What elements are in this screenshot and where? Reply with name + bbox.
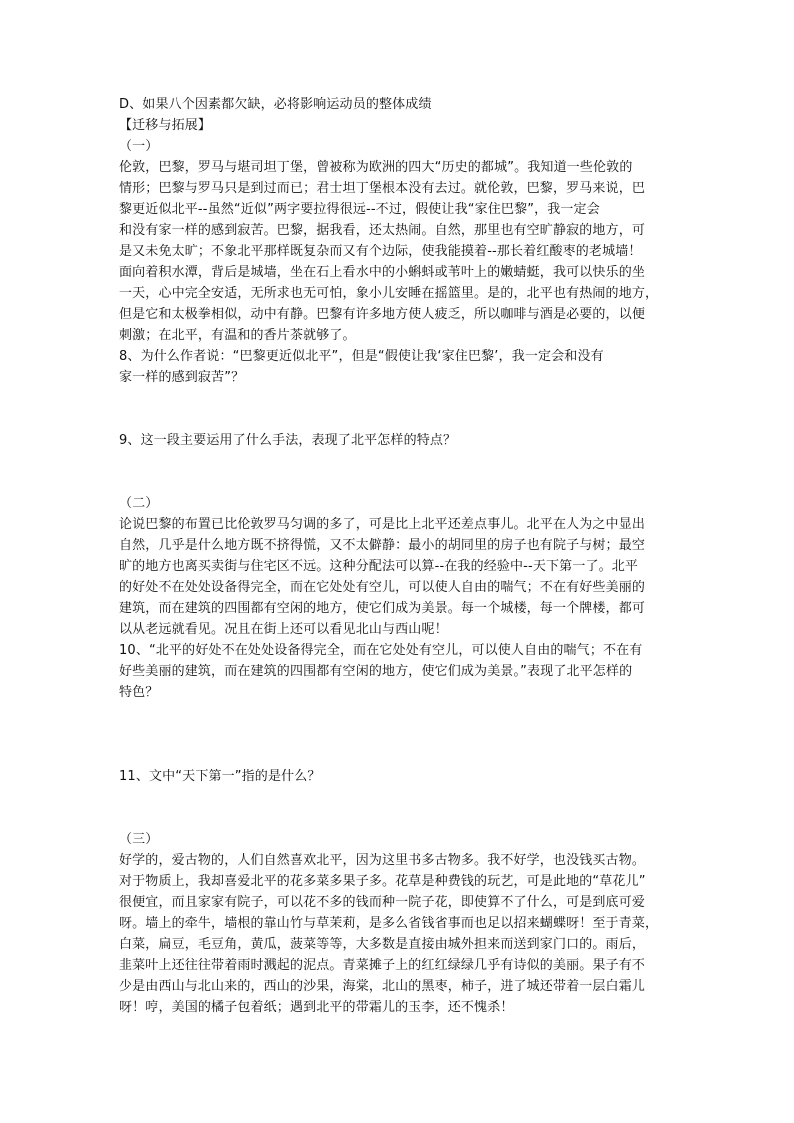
part-one-heading: （一） (119, 139, 159, 154)
passage-two-line: 以从老远就看见。况且在街上还可以看见北山与西山呢！ (119, 622, 448, 637)
question-9: 9、这一段主要运用了什么手法，表现了北平怎样的特点？ (119, 433, 457, 448)
part-two-heading: （二） (119, 496, 159, 511)
passage-two-line: 自然，几乎是什么地方既不挤得慌，又不太僻静：最小的胡同里的房子也有院子与树；最空 (119, 538, 646, 553)
passage-one-line: 刺激；在北平，有温和的香片茶就够了。 (119, 328, 356, 343)
passage-three-line: 很便宜，而且家家有院子，可以花不多的钱而种一院子花，即使算不了什么，可是到底可爱 (119, 895, 646, 910)
question-8: 家一样的感到寂苦”？ (119, 370, 245, 385)
question-11: 11、文中“天下第一”指的是什么？ (119, 769, 321, 784)
passage-three-line: 少是由西山与北山来的，西山的沙果，海棠，北山的黑枣，柿子，进了城还带着一层白霜儿 (119, 979, 646, 994)
document-body (119, 94, 679, 1018)
passage-one-line: 情形；巴黎与罗马只是到过而已；君士坦丁堡根本没有去过。就伦敦，巴黎，罗马来说，巴 (119, 181, 646, 196)
option-d: D、如果八个因素都欠缺，必将影响运动员的整体成绩 (119, 97, 432, 112)
passage-one-line: 但是它和太极拳相似，动中有静。巴黎有许多地方使人疲乏，所以咖啡与酒是必要的，以便 (119, 307, 646, 322)
passage-three-line: 白菜，扁豆，毛豆角，黄瓜，菠菜等等，大多数是直接由城外担来而送到家门口的。雨后， (119, 937, 646, 952)
answer-space (119, 808, 679, 829)
answer-space (119, 703, 679, 724)
passage-three-line: 韭菜叶上还往往带着雨时溅起的泥点。青菜摊子上的红红绿绿几乎有诗似的美丽。果子有不 (119, 958, 646, 973)
section-heading: 【迁移与拓展】 (119, 118, 212, 133)
passage-one-line: 是又未免太旷；不象北平那样既复杂而又有个边际，使我能摸着--那长着红酸枣的老城墙！ (119, 244, 642, 259)
passage-two-line: 的好处不在处处设备得完全，而在它处处有空儿，可以使人自由的喘气；不在有好些美丽的 (119, 580, 646, 595)
answer-space (119, 451, 679, 472)
passage-three-line: 呀。墙上的牵牛，墙根的靠山竹与草茉莉，是多么省钱省事而也足以招来蝴蝶呀！至于青菜， (119, 916, 659, 931)
passage-one-line: 和没有家一样的感到寂苦。巴黎，据我看，还太热闹。自然，那里也有空旷静寂的地方，可 (119, 223, 646, 238)
question-8: 8、为什么作者说：“巴黎更近似北平”，但是“假使让我‘家住巴黎’，我一定会和没有 (119, 349, 604, 364)
question-10: 10、“北平的好处不在处处设备得完全，而在它处处有空儿，可以使人自由的喘气；不在有 (119, 643, 643, 658)
answer-space (119, 724, 679, 745)
answer-space (119, 472, 679, 493)
passage-two-line: 旷的地方也离买卖街与住宅区不远。这种分配法可以算--在我的经验中--天下第一了。北平 (119, 559, 639, 574)
answer-space (119, 388, 679, 409)
passage-one-line: 黎更近似北平--虽然“近似”两字要拉得很远--不过，假使让我“家住巴黎”，我一定会 (119, 202, 600, 217)
answer-space (119, 745, 679, 766)
passage-one-line: 伦敦，巴黎，罗马与堪司坦丁堡，曾被称为欧洲的四大“历史的都城”。我知道一些伦敦的 (119, 160, 633, 175)
question-10: 特色？ (119, 685, 159, 700)
passage-three-line: 呀！哼，美国的橘子包着纸；遇到北平的带霜儿的玉李，还不愧杀！ (119, 1000, 514, 1015)
passage-one-line: 面向着积水潭，背后是城墙，坐在石上看水中的小蝌蚪或苇叶上的嫩蜻蜓，我可以快乐的坐 (119, 265, 646, 280)
question-10: 好些美丽的建筑，而在建筑的四围都有空闲的地方，使它们成为美景。”表现了北平怎样的 (119, 664, 633, 679)
passage-two-line: 论说巴黎的布置已比伦敦罗马匀调的多了，可是比上北平还差点事儿。北平在人为之中显出 (119, 517, 646, 532)
answer-space (119, 787, 679, 808)
passage-two-line: 建筑，而在建筑的四围都有空闲的地方，使它们成为美景。每一个城楼，每一个牌楼，都可 (119, 601, 646, 616)
passage-one-line: 一天，心中完全安适，无所求也无可怕，象小儿安睡在摇篮里。是的，北平也有热闹的地方， (119, 286, 659, 301)
part-three-heading: （三） (119, 832, 159, 847)
passage-three-line: 好学的，爱古物的，人们自然喜欢北平，因为这里书多古物多。我不好学，也没钱买古物。 (119, 853, 646, 868)
passage-three-line: 对于物质上，我却喜爱北平的花多菜多果子多。花草是种费钱的玩艺，可是此地的“草花儿” (119, 874, 646, 889)
answer-space (119, 409, 679, 430)
